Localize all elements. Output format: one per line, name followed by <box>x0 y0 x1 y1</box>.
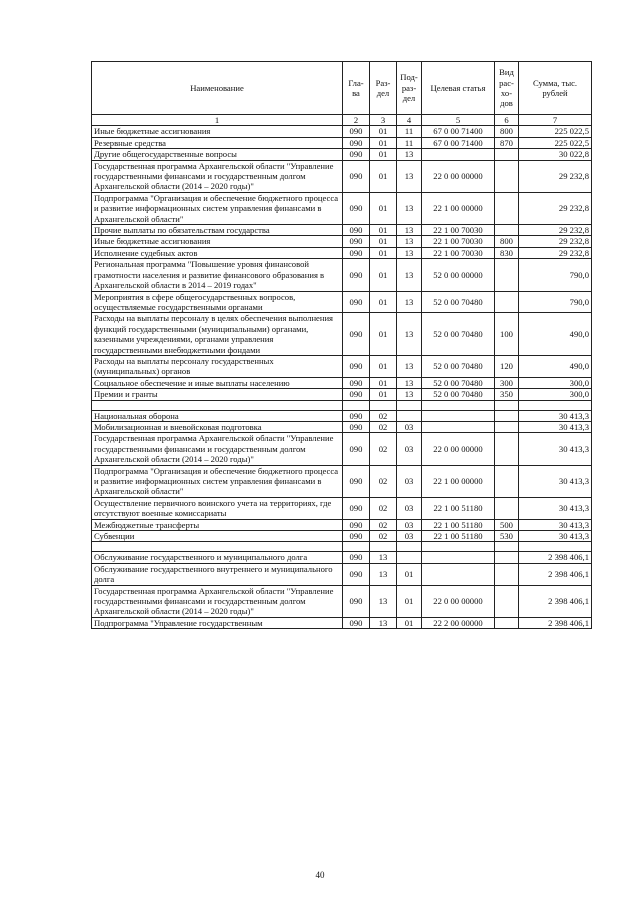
row-razdel-cell: 01 <box>370 291 397 313</box>
row-name-cell: Государственная программа Архангельской области "Управление государственными финансами и государственным долгом Архангельской области (2014 – 2020 годы)" <box>92 585 343 617</box>
header-article: Целевая статья <box>422 62 495 115</box>
row-sum-cell: 2 398 406,1 <box>519 585 592 617</box>
row-vid-cell <box>495 225 519 236</box>
row-podrazdel-cell: 01 <box>397 585 422 617</box>
column-number: 3 <box>370 115 397 126</box>
row-glava-cell: 090 <box>343 519 370 530</box>
header-podrazdel: Под-раз-дел <box>397 62 422 115</box>
row-razdel-cell: 01 <box>370 160 397 192</box>
table-row <box>92 617 592 628</box>
row-sum-cell: 790,0 <box>519 291 592 313</box>
row-glava-cell: 090 <box>343 552 370 563</box>
row-razdel-cell: 02 <box>370 531 397 542</box>
row-article-cell: 52 0 00 70480 <box>422 313 495 356</box>
row-article-cell: 52 0 00 70480 <box>422 291 495 313</box>
row-podrazdel-cell <box>397 552 422 563</box>
header-sum: Сумма, тыс. рублей <box>519 62 592 115</box>
row-sum-cell: 490,0 <box>519 313 592 356</box>
table-row <box>92 433 592 465</box>
row-glava-cell: 090 <box>343 563 370 585</box>
row-article-cell: 22 0 00 00000 <box>422 585 495 617</box>
row-article-cell: 52 0 00 70480 <box>422 389 495 400</box>
table-row <box>92 585 592 617</box>
row-glava-cell: 090 <box>343 377 370 388</box>
row-glava-cell: 090 <box>343 355 370 377</box>
row-vid-cell: 530 <box>495 531 519 542</box>
row-sum-cell: 300,0 <box>519 389 592 400</box>
row-name-cell: Национальная оборона <box>92 410 343 421</box>
row-podrazdel-cell: 13 <box>397 389 422 400</box>
row-vid-cell: 350 <box>495 389 519 400</box>
table-row <box>92 552 592 563</box>
row-vid-cell <box>495 542 519 552</box>
row-glava-cell: 090 <box>343 389 370 400</box>
table-row <box>92 247 592 258</box>
row-sum-cell <box>519 542 592 552</box>
row-sum-cell: 225 022,5 <box>519 126 592 137</box>
row-name-cell: Расходы на выплаты персоналу в целях обеспечения выполнения функций государственными (муниципальными) органами, казенными учреждениями, органами управления государственными внебюджетными фондами <box>92 313 343 356</box>
row-podrazdel-cell: 13 <box>397 291 422 313</box>
row-podrazdel-cell <box>397 410 422 421</box>
row-podrazdel-cell: 13 <box>397 377 422 388</box>
row-article-cell <box>422 400 495 410</box>
row-razdel-cell: 01 <box>370 236 397 247</box>
row-name-cell: Премии и гранты <box>92 389 343 400</box>
row-sum-cell: 300,0 <box>519 377 592 388</box>
row-sum-cell: 29 232,8 <box>519 192 592 224</box>
row-razdel-cell: 01 <box>370 192 397 224</box>
row-razdel-cell <box>370 542 397 552</box>
row-vid-cell <box>495 421 519 432</box>
row-glava-cell: 090 <box>343 225 370 236</box>
row-glava-cell: 090 <box>343 531 370 542</box>
row-razdel-cell: 01 <box>370 377 397 388</box>
row-glava-cell: 090 <box>343 617 370 628</box>
row-razdel-cell: 13 <box>370 617 397 628</box>
row-glava-cell: 090 <box>343 259 370 291</box>
table-row <box>92 225 592 236</box>
row-article-cell: 22 1 00 00000 <box>422 465 495 497</box>
row-name-cell: Обслуживание государственного и муниципального долга <box>92 552 343 563</box>
row-article-cell <box>422 421 495 432</box>
row-vid-cell <box>495 400 519 410</box>
table-row <box>92 377 592 388</box>
column-number: 6 <box>495 115 519 126</box>
row-glava-cell <box>343 542 370 552</box>
table-row <box>92 236 592 247</box>
row-podrazdel-cell: 11 <box>397 137 422 148</box>
row-razdel-cell: 02 <box>370 497 397 519</box>
row-article-cell: 52 0 00 00000 <box>422 259 495 291</box>
row-sum-cell: 30 413,3 <box>519 410 592 421</box>
row-vid-cell <box>495 617 519 628</box>
row-sum-cell: 30 413,3 <box>519 531 592 542</box>
row-razdel-cell: 01 <box>370 225 397 236</box>
row-name-cell: Субвенции <box>92 531 343 542</box>
row-glava-cell: 090 <box>343 236 370 247</box>
row-razdel-cell: 01 <box>370 126 397 137</box>
row-razdel-cell <box>370 400 397 410</box>
row-vid-cell <box>495 433 519 465</box>
row-name-cell: Осуществление первичного воинского учета на территориях, где отсутствуют военные комиссариаты <box>92 497 343 519</box>
row-razdel-cell: 13 <box>370 585 397 617</box>
row-article-cell: 22 0 00 00000 <box>422 160 495 192</box>
row-sum-cell: 30 413,3 <box>519 497 592 519</box>
table-row <box>92 291 592 313</box>
row-podrazdel-cell: 01 <box>397 617 422 628</box>
row-sum-cell: 30 022,8 <box>519 149 592 160</box>
row-razdel-cell: 01 <box>370 389 397 400</box>
row-razdel-cell: 01 <box>370 137 397 148</box>
row-name-cell: Иные бюджетные ассигнования <box>92 126 343 137</box>
row-name-cell: Иные бюджетные ассигнования <box>92 236 343 247</box>
row-podrazdel-cell <box>397 542 422 552</box>
table-row <box>92 355 592 377</box>
column-number: 2 <box>343 115 370 126</box>
row-vid-cell <box>495 497 519 519</box>
column-number: 5 <box>422 115 495 126</box>
row-sum-cell: 2 398 406,1 <box>519 552 592 563</box>
row-razdel-cell: 01 <box>370 149 397 160</box>
row-podrazdel-cell: 13 <box>397 192 422 224</box>
row-article-cell <box>422 552 495 563</box>
row-article-cell <box>422 149 495 160</box>
row-name-cell: Региональная программа "Повышение уровня финансовой грамотности населения и развитие финансового образования в Архангельской области в 2014 – 2019 годах" <box>92 259 343 291</box>
table-row <box>92 542 592 552</box>
row-vid-cell <box>495 149 519 160</box>
row-name-cell: Межбюджетные трансферты <box>92 519 343 530</box>
row-name-cell: Резервные средства <box>92 137 343 148</box>
row-glava-cell: 090 <box>343 585 370 617</box>
row-glava-cell: 090 <box>343 433 370 465</box>
row-vid-cell: 300 <box>495 377 519 388</box>
row-podrazdel-cell: 13 <box>397 355 422 377</box>
row-podrazdel-cell <box>397 400 422 410</box>
header-glava: Гла-ва <box>343 62 370 115</box>
table-row <box>92 400 592 410</box>
row-article-cell: 22 1 00 70030 <box>422 225 495 236</box>
column-number: 1 <box>92 115 343 126</box>
row-article-cell <box>422 410 495 421</box>
row-podrazdel-cell: 03 <box>397 433 422 465</box>
row-glava-cell: 090 <box>343 149 370 160</box>
row-sum-cell: 30 413,3 <box>519 433 592 465</box>
row-podrazdel-cell: 13 <box>397 247 422 258</box>
row-glava-cell: 090 <box>343 465 370 497</box>
row-vid-cell <box>495 160 519 192</box>
row-podrazdel-cell: 13 <box>397 149 422 160</box>
header-row <box>92 62 592 115</box>
row-name-cell: Обслуживание государственного внутреннего и муниципального долга <box>92 563 343 585</box>
row-article-cell: 22 2 00 00000 <box>422 617 495 628</box>
row-razdel-cell: 01 <box>370 313 397 356</box>
row-razdel-cell: 13 <box>370 552 397 563</box>
row-article-cell: 22 1 00 70030 <box>422 236 495 247</box>
row-name-cell: Расходы на выплаты персоналу государственных (муниципальных) органов <box>92 355 343 377</box>
row-sum-cell: 30 413,3 <box>519 421 592 432</box>
row-razdel-cell: 02 <box>370 421 397 432</box>
row-vid-cell: 800 <box>495 126 519 137</box>
row-razdel-cell: 02 <box>370 410 397 421</box>
row-article-cell: 52 0 00 70480 <box>422 377 495 388</box>
row-name-cell: Государственная программа Архангельской области "Управление государственными финансами и государственным долгом Архангельской области (2014 – 2020 годы)" <box>92 433 343 465</box>
row-article-cell: 22 1 00 70030 <box>422 247 495 258</box>
row-article-cell: 22 0 00 00000 <box>422 433 495 465</box>
row-vid-cell <box>495 291 519 313</box>
row-glava-cell: 090 <box>343 247 370 258</box>
row-razdel-cell: 01 <box>370 259 397 291</box>
row-vid-cell: 500 <box>495 519 519 530</box>
row-name-cell <box>92 542 343 552</box>
row-article-cell: 22 1 00 51180 <box>422 531 495 542</box>
row-glava-cell: 090 <box>343 410 370 421</box>
row-podrazdel-cell: 13 <box>397 160 422 192</box>
table-row <box>92 519 592 530</box>
row-sum-cell: 29 232,8 <box>519 225 592 236</box>
row-name-cell: Исполнение судебных актов <box>92 247 343 258</box>
row-article-cell: 22 1 00 00000 <box>422 192 495 224</box>
column-number: 7 <box>519 115 592 126</box>
row-podrazdel-cell: 01 <box>397 563 422 585</box>
row-sum-cell: 29 232,8 <box>519 236 592 247</box>
header-name: Наименование <box>92 62 343 115</box>
header-razdel: Раз-дел <box>370 62 397 115</box>
row-name-cell: Другие общегосударственные вопросы <box>92 149 343 160</box>
row-vid-cell <box>495 465 519 497</box>
row-razdel-cell: 13 <box>370 563 397 585</box>
row-vid-cell <box>495 192 519 224</box>
table-row <box>92 563 592 585</box>
row-name-cell: Мероприятия в сфере общегосударственных вопросов, осуществляемые государственными органами <box>92 291 343 313</box>
row-podrazdel-cell: 03 <box>397 497 422 519</box>
header-vid: Вид рас-хо-дов <box>495 62 519 115</box>
row-name-cell: Подпрограмма "Управление государственным <box>92 617 343 628</box>
row-razdel-cell: 02 <box>370 465 397 497</box>
page-number: 40 <box>315 870 325 880</box>
row-glava-cell: 090 <box>343 192 370 224</box>
row-podrazdel-cell: 13 <box>397 236 422 247</box>
row-glava-cell: 090 <box>343 497 370 519</box>
row-name-cell: Подпрограмма "Организация и обеспечение бюджетного процесса и развитие информационных систем управления финансами в Архангельской области" <box>92 192 343 224</box>
budget-table <box>91 61 592 629</box>
row-sum-cell: 2 398 406,1 <box>519 617 592 628</box>
table-row <box>92 149 592 160</box>
budget-table-body <box>92 126 592 629</box>
row-vid-cell <box>495 259 519 291</box>
row-name-cell: Прочие выплаты по обязательствам государства <box>92 225 343 236</box>
row-sum-cell: 2 398 406,1 <box>519 563 592 585</box>
row-podrazdel-cell: 13 <box>397 313 422 356</box>
table-row <box>92 126 592 137</box>
row-vid-cell: 830 <box>495 247 519 258</box>
table-row <box>92 531 592 542</box>
row-glava-cell: 090 <box>343 291 370 313</box>
table-row <box>92 410 592 421</box>
row-name-cell: Подпрограмма "Организация и обеспечение бюджетного процесса и развитие информационных систем управления финансами в Архангельской области" <box>92 465 343 497</box>
row-podrazdel-cell: 03 <box>397 531 422 542</box>
row-podrazdel-cell: 03 <box>397 421 422 432</box>
row-vid-cell <box>495 585 519 617</box>
row-vid-cell <box>495 552 519 563</box>
table-row <box>92 259 592 291</box>
row-sum-cell: 29 232,8 <box>519 160 592 192</box>
table-row <box>92 497 592 519</box>
row-glava-cell: 090 <box>343 137 370 148</box>
row-podrazdel-cell: 13 <box>397 225 422 236</box>
table-row <box>92 421 592 432</box>
row-vid-cell: 870 <box>495 137 519 148</box>
row-name-cell: Социальное обеспечение и иные выплаты населению <box>92 377 343 388</box>
column-number: 4 <box>397 115 422 126</box>
row-article-cell <box>422 542 495 552</box>
row-glava-cell: 090 <box>343 421 370 432</box>
row-podrazdel-cell: 03 <box>397 465 422 497</box>
row-vid-cell <box>495 410 519 421</box>
row-podrazdel-cell: 03 <box>397 519 422 530</box>
row-article-cell: 22 1 00 51180 <box>422 497 495 519</box>
row-glava-cell <box>343 400 370 410</box>
row-sum-cell: 790,0 <box>519 259 592 291</box>
column-numbers-row <box>92 115 592 126</box>
row-vid-cell: 100 <box>495 313 519 356</box>
table-row <box>92 160 592 192</box>
row-razdel-cell: 01 <box>370 355 397 377</box>
row-vid-cell <box>495 563 519 585</box>
row-podrazdel-cell: 11 <box>397 126 422 137</box>
row-name-cell: Мобилизационная и вневойсковая подготовка <box>92 421 343 432</box>
row-glava-cell: 090 <box>343 160 370 192</box>
table-row <box>92 389 592 400</box>
row-sum-cell: 30 413,3 <box>519 519 592 530</box>
row-vid-cell: 120 <box>495 355 519 377</box>
row-podrazdel-cell: 13 <box>397 259 422 291</box>
row-razdel-cell: 02 <box>370 433 397 465</box>
table-row <box>92 313 592 356</box>
row-article-cell <box>422 563 495 585</box>
row-sum-cell: 490,0 <box>519 355 592 377</box>
table-row <box>92 192 592 224</box>
row-glava-cell: 090 <box>343 313 370 356</box>
row-article-cell: 67 0 00 71400 <box>422 137 495 148</box>
row-name-cell: Государственная программа Архангельской области "Управление государственными финансами и государственным долгом Архангельской области (2014 – 2020 годы)" <box>92 160 343 192</box>
table-row <box>92 137 592 148</box>
row-vid-cell: 800 <box>495 236 519 247</box>
row-article-cell: 52 0 00 70480 <box>422 355 495 377</box>
row-article-cell: 22 1 00 51180 <box>422 519 495 530</box>
table-row <box>92 465 592 497</box>
row-article-cell: 67 0 00 71400 <box>422 126 495 137</box>
row-sum-cell: 30 413,3 <box>519 465 592 497</box>
row-sum-cell <box>519 400 592 410</box>
row-sum-cell: 29 232,8 <box>519 247 592 258</box>
row-sum-cell: 225 022,5 <box>519 137 592 148</box>
row-razdel-cell: 02 <box>370 519 397 530</box>
row-name-cell <box>92 400 343 410</box>
row-razdel-cell: 01 <box>370 247 397 258</box>
row-glava-cell: 090 <box>343 126 370 137</box>
